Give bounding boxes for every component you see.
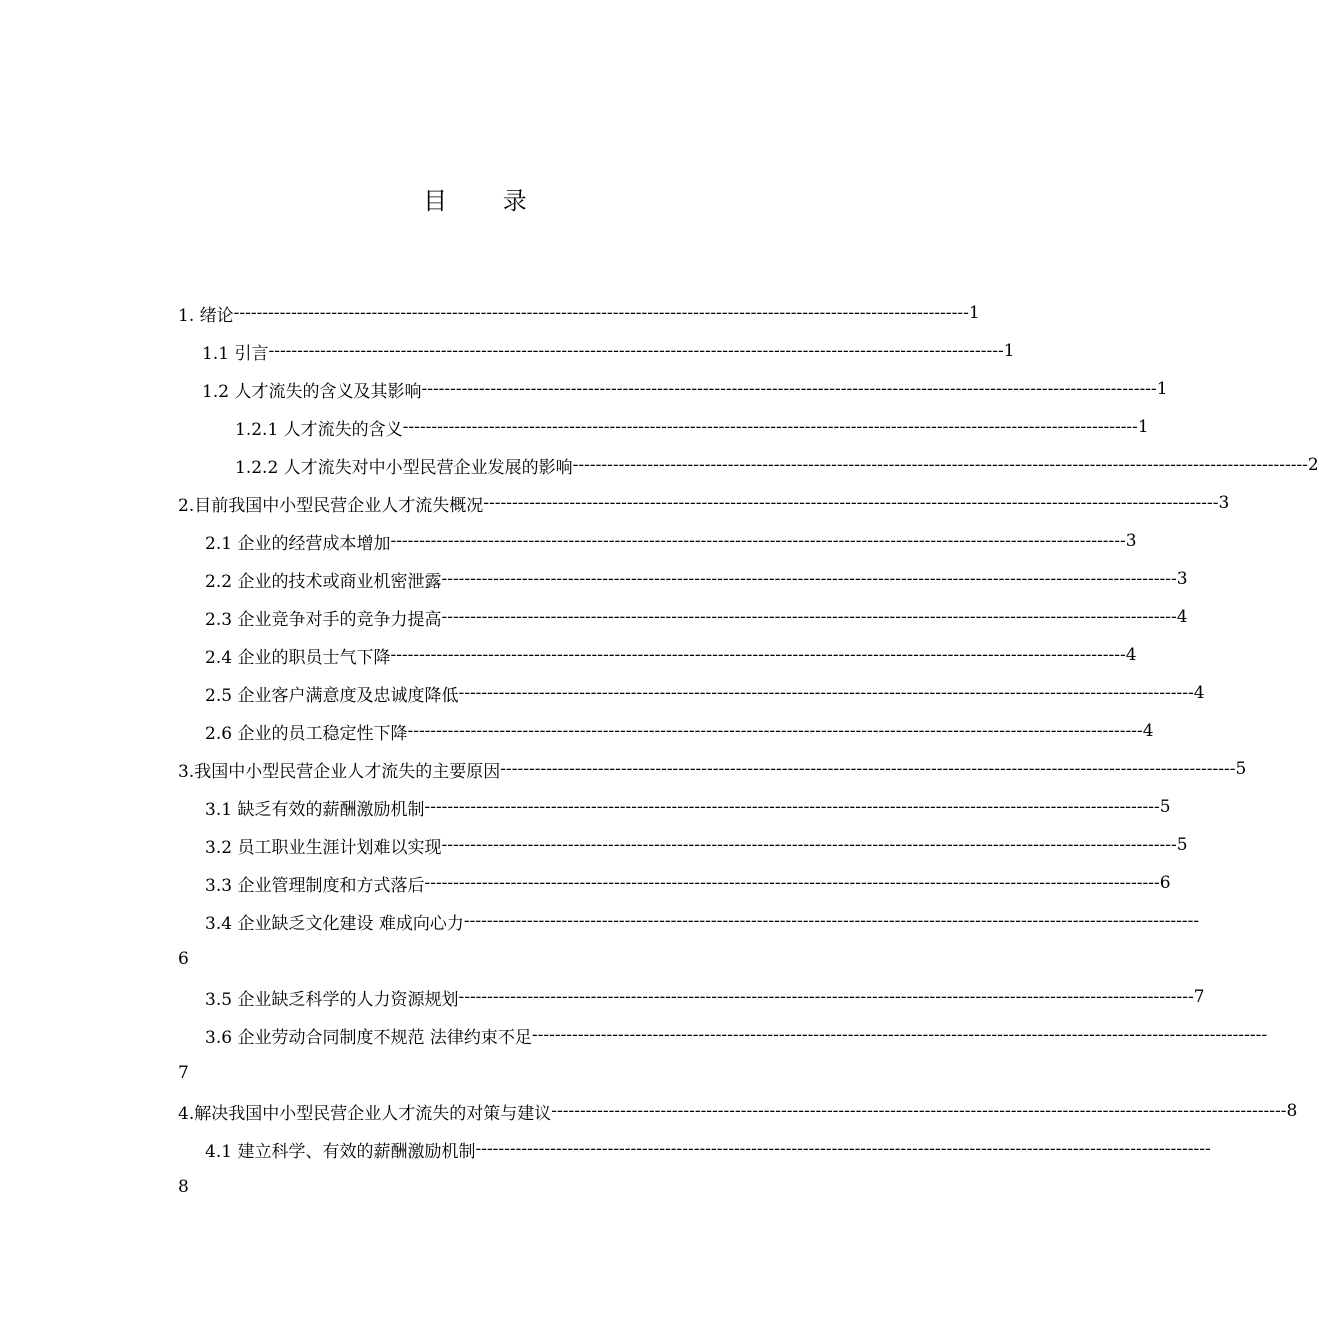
toc-page-number-wrapped: 8: [178, 1177, 189, 1197]
toc-page-number: 4: [1193, 683, 1205, 703]
toc-entry[interactable]: [205, 788, 1171, 826]
toc-entry-label: 3.我国中小型民营企业人才流失的主要原因: [178, 761, 501, 782]
toc-leader: --------------------------------------------------------------------------------------------------------------------------------: [475, 1139, 1211, 1159]
toc-page-number: 8: [1286, 1101, 1298, 1121]
toc-entry[interactable]: [205, 1016, 1268, 1054]
toc-title: 目 录: [423, 187, 551, 215]
toc-leader: --------------------------------------------------------------------------------------------------------------------------------: [424, 873, 1160, 893]
toc-leader: --------------------------------------------------------------------------------------------------------------------------------: [390, 531, 1126, 551]
toc-leader: --------------------------------------------------------------------------------------------------------------------------------: [390, 645, 1126, 665]
toc-page-number: 2: [1307, 455, 1319, 475]
toc-entry[interactable]: [202, 370, 1168, 408]
toc-leader: --------------------------------------------------------------------------------------------------------------------------------: [463, 911, 1200, 931]
toc-page-number: 4: [1125, 645, 1137, 665]
toc-entry[interactable]: [205, 522, 1137, 560]
toc-entry-label: 1.2.1 人才流失的含义: [235, 419, 403, 440]
toc-entry[interactable]: [205, 902, 1200, 940]
toc-page-number: 3: [1125, 531, 1137, 551]
toc-entry-label: 2.4 企业的职员士气下降: [205, 647, 391, 668]
toc-page-number: 1: [1137, 417, 1149, 437]
toc-entry-label: 1. 绪论: [178, 305, 234, 326]
toc-entry-label: 3.3 企业管理制度和方式落后: [205, 875, 425, 896]
toc-entry[interactable]: [178, 484, 1230, 522]
toc-entry[interactable]: [205, 636, 1137, 674]
toc-page-number: 5: [1235, 759, 1247, 779]
toc-entry-label: 3.5 企业缺乏科学的人力资源规划: [205, 989, 459, 1010]
toc-entry[interactable]: [178, 294, 980, 332]
toc-page-number: 3: [1218, 493, 1230, 513]
toc-entry-label: 1.1 引言: [202, 343, 269, 364]
toc-entry[interactable]: [235, 408, 1149, 446]
toc-leader: --------------------------------------------------------------------------------------------------------------------------------: [458, 683, 1194, 703]
toc-entry-label: 3.1 缺乏有效的薪酬激励机制: [205, 799, 425, 820]
toc-entry-label: 1.2.2 人才流失对中小型民营企业发展的影响: [235, 457, 573, 478]
toc-page-number: 4: [1176, 607, 1188, 627]
toc-entry[interactable]: [205, 598, 1188, 636]
toc-page-number-wrapped: 6: [178, 949, 189, 969]
toc-entry-label: 2.5 企业客户满意度及忠诚度降低: [205, 685, 459, 706]
toc-entry[interactable]: [205, 864, 1171, 902]
toc-entry-label: 4.解决我国中小型民营企业人才流失的对策与建议: [178, 1103, 552, 1124]
toc-page-number: 1: [1003, 341, 1015, 361]
toc-leader: --------------------------------------------------------------------------------------------------------------------------------: [458, 987, 1194, 1007]
toc-page-number: 4: [1142, 721, 1154, 741]
toc-leader: --------------------------------------------------------------------------------------------------------------------------------: [441, 835, 1177, 855]
toc-page-number: 1: [1156, 379, 1168, 399]
toc-page-number: 5: [1176, 835, 1188, 855]
toc-entry-label: 2.目前我国中小型民营企业人才流失概况: [178, 495, 484, 516]
toc-entry[interactable]: [235, 446, 1319, 484]
toc-entry[interactable]: [202, 332, 1015, 370]
toc-leader: --------------------------------------------------------------------------------------------------------------------------------: [551, 1101, 1287, 1121]
toc-entry-label: 3.4 企业缺乏文化建设 难成向心力: [205, 913, 464, 934]
toc-page-number: 3: [1176, 569, 1188, 589]
toc-leader: --------------------------------------------------------------------------------------------------------------------------------: [572, 455, 1308, 475]
toc-entry[interactable]: [205, 712, 1154, 750]
toc-entry[interactable]: [205, 560, 1188, 598]
toc-leader: --------------------------------------------------------------------------------------------------------------------------------: [441, 569, 1177, 589]
toc-entry[interactable]: [205, 826, 1188, 864]
toc-page-number: 7: [1193, 987, 1205, 1007]
toc-leader: --------------------------------------------------------------------------------------------------------------------------------: [441, 607, 1177, 627]
toc-entry-label: 3.2 员工职业生涯计划难以实现: [205, 837, 442, 858]
toc-entry-label: 2.2 企业的技术或商业机密泄露: [205, 571, 442, 592]
toc-page-number: 1: [968, 303, 980, 323]
toc-leader: --------------------------------------------------------------------------------------------------------------------------------: [424, 797, 1160, 817]
toc-entry[interactable]: [205, 1130, 1211, 1168]
toc-entry-label: 2.1 企业的经营成本增加: [205, 533, 391, 554]
toc-entry-label: 4.1 建立科学、有效的薪酬激励机制: [205, 1141, 476, 1162]
toc-entry-label: 2.3 企业竞争对手的竞争力提高: [205, 609, 442, 630]
toc-page-number: 5: [1159, 797, 1171, 817]
toc-page-number-wrapped: 7: [178, 1063, 189, 1083]
toc-entry-label: 1.2 人才流失的含义及其影响: [202, 381, 422, 402]
toc-leader: --------------------------------------------------------------------------------------------------------------------------------: [402, 417, 1138, 437]
toc-leader: --------------------------------------------------------------------------------------------------------------------------------: [407, 721, 1143, 741]
toc-leader: --------------------------------------------------------------------------------------------------------------------------------: [421, 379, 1157, 399]
toc-leader: --------------------------------------------------------------------------------------------------------------------------------: [483, 493, 1219, 513]
toc-leader: --------------------------------------------------------------------------------------------------------------------------------: [233, 303, 969, 323]
toc-entry[interactable]: [178, 750, 1247, 788]
toc-entry-label: 2.6 企业的员工稳定性下降: [205, 723, 408, 744]
toc-entry[interactable]: [205, 978, 1205, 1016]
toc-page-number: 6: [1159, 873, 1171, 893]
toc-leader: --------------------------------------------------------------------------------------------------------------------------------: [500, 759, 1236, 779]
toc-leader: --------------------------------------------------------------------------------------------------------------------------------: [268, 341, 1004, 361]
toc-entry[interactable]: [205, 674, 1205, 712]
toc-leader: --------------------------------------------------------------------------------------------------------------------------------: [531, 1025, 1268, 1045]
toc-entry[interactable]: [178, 1092, 1298, 1130]
toc-entry-label: 3.6 企业劳动合同制度不规范 法律约束不足: [205, 1027, 532, 1048]
